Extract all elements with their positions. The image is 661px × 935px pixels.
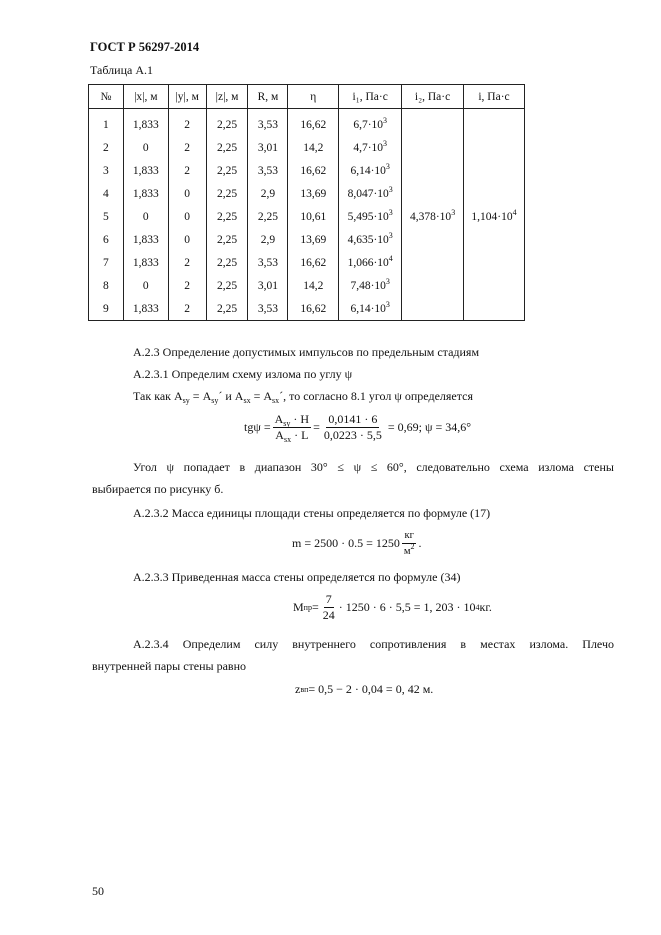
cell-n: 8 [89,274,124,297]
cell-y: 0 [168,182,206,205]
formula-z-arm: z вп = 0,5 − 2 · 0,04 = 0, 42 м. [295,682,434,696]
cell-i2-merged: $4,378\cdot 10^3$ [402,109,464,321]
fraction-a-ratio: $\frac{А_{sy} \cdot H}{А_{sx} \cdot L}$ [274,412,310,444]
section-heading-a-2-3: А.2.3 Определение допустимых импульсов по предельным стадиям [133,345,480,359]
cell-eta: 16,62 [288,109,339,137]
cell-i1: $7,48\cdot 10^3$ [339,274,402,297]
cell-y: 2 [168,136,206,159]
cell-r: 3,01 [248,274,288,297]
cell-y: 2 [168,251,206,274]
cell-eta: 13,69 [288,182,339,205]
section-heading-a-2-3-3: А.2.3.3 Приведенная масса стены определяется по формуле (34) [133,570,461,584]
cell-y: 2 [168,109,206,137]
data-table [88,84,525,321]
cell-r: 2,9 [248,182,288,205]
cell-y: 0 [168,205,206,228]
cell-n: 4 [89,182,124,205]
section-heading-a-2-3-1: А.2.3.1 Определим схему излома по углу ψ [133,367,353,381]
col-header-i1: i₁, Па·с [339,85,402,109]
cell-i1: $4,635\cdot 10^3$ [339,228,402,251]
section-heading-a-2-3-2: А.2.3.2 Масса единицы площади стены определяется по формуле (17) [133,506,491,520]
col-header-x: |x|, м [123,85,168,109]
cell-i-merged: $1,104\cdot 10^4$ [464,109,525,321]
cell-n: 9 [89,297,124,321]
col-header-r: R, м [248,85,288,109]
col-header-y: |y|, м [168,85,206,109]
cell-n: 3 [89,159,124,182]
col-header-z: |z|, м [206,85,248,109]
cell-i1: $6,14\cdot 10^3$ [339,159,402,182]
paragraph-internal-pair: внутренней пары стены равно [92,659,247,673]
paragraph-angle-range-line1: Угол ψ попадает в диапазон 30° ≤ ψ ≤ 60°, следовательно схема излома стены [133,460,614,474]
cell-n: 6 [89,228,124,251]
formula-tg-psi: tgψ = $\frac{А_{sy} \cdot H}{А_{sx} \cdot L}$ = $\frac{0,0141 \cdot 6}{0,0223 \cdot 5,5}$ = 0,69; ψ = 34,6° [244,412,472,444]
table-header-row [89,85,525,109]
cell-x: 0 [123,205,168,228]
cell-r: 3,53 [248,159,288,182]
cell-x: 1,833 [123,159,168,182]
cell-x: 0 [123,274,168,297]
cell-y: 2 [168,159,206,182]
col-header-i: i, Па·с [464,85,525,109]
col-header-i2: i₂, Па·с [402,85,464,109]
fraction-unit-kg-m2: $\frac{кг}{м^2}$ [403,530,415,557]
cell-i1: $1,066\cdot 10^4$ [339,251,402,274]
paragraph-since: Так как $А_{sy}$ = $А_{sy}´$ и $А_{sx}$ = $А_{sx}´$, то согласно 8.1 угол ψ определяется [133,389,473,405]
cell-n: 2 [89,136,124,159]
cell-i1: $8,047\cdot 10^3$ [339,182,402,205]
cell-y: 2 [168,274,206,297]
cell-z: 2,25 [206,205,248,228]
table-row [89,109,525,137]
paragraph-angle-range-line2: выбирается по рисунку б. [92,482,224,496]
cell-r: 2,9 [248,228,288,251]
cell-i1: $6,7\cdot 10^3$ [339,109,402,137]
fraction-seven-24: $\frac{7}{24}$ [322,592,335,622]
cell-eta: 13,69 [288,228,339,251]
cell-eta: 14,2 [288,274,339,297]
cell-x: 1,833 [123,297,168,321]
table-caption: Таблица А.1 [90,63,153,77]
document-header: ГОСТ Р 56297-2014 [90,40,200,54]
cell-r: 2,25 [248,205,288,228]
cell-z: 2,25 [206,228,248,251]
cell-z: 2,25 [206,274,248,297]
cell-x: 1,833 [123,228,168,251]
cell-i1: $4,7\cdot 10^3$ [339,136,402,159]
cell-eta: 16,62 [288,251,339,274]
formula-reduced-mass: M пр = $\frac{7}{24}$ · 1250 · 6 · 5,5 = 1, 203 · 10 4 кг. [293,592,492,622]
cell-eta: 14,2 [288,136,339,159]
cell-x: 1,833 [123,109,168,137]
cell-r: 3,53 [248,251,288,274]
table-body [89,109,525,321]
cell-x: 0 [123,136,168,159]
cell-z: 2,25 [206,159,248,182]
cell-i1: $6,14\cdot 10^3$ [339,297,402,321]
cell-i1: $5,495\cdot 10^3$ [339,205,402,228]
cell-r: 3,53 [248,297,288,321]
cell-eta: 16,62 [288,159,339,182]
cell-z: 2,25 [206,136,248,159]
cell-eta: 10,61 [288,205,339,228]
cell-y: 2 [168,297,206,321]
cell-n: 1 [89,109,124,137]
col-header-n: № [89,85,124,109]
cell-r: 3,53 [248,109,288,137]
cell-z: 2,25 [206,109,248,137]
cell-y: 0 [168,228,206,251]
page-number: 50 [92,884,104,898]
cell-z: 2,25 [206,182,248,205]
section-heading-a-2-3-4: А.2.3.4 Определим силу внутреннего сопротивления в местах излома. Плечо [133,637,614,651]
cell-eta: 16,62 [288,297,339,321]
cell-n: 7 [89,251,124,274]
cell-r: 3,01 [248,136,288,159]
cell-n: 5 [89,205,124,228]
fraction-numeric: $\frac{0,0141 \cdot 6}{0,0223 \cdot 5,5}$ [323,412,382,442]
cell-z: 2,25 [206,251,248,274]
cell-z: 2,25 [206,297,248,321]
cell-x: 1,833 [123,182,168,205]
cell-x: 1,833 [123,251,168,274]
formula-mass-per-area: m = 2500 · 0.5 = 1250 $\frac{кг}{м^2}$ . [292,530,422,557]
col-header-eta: η [288,85,339,109]
